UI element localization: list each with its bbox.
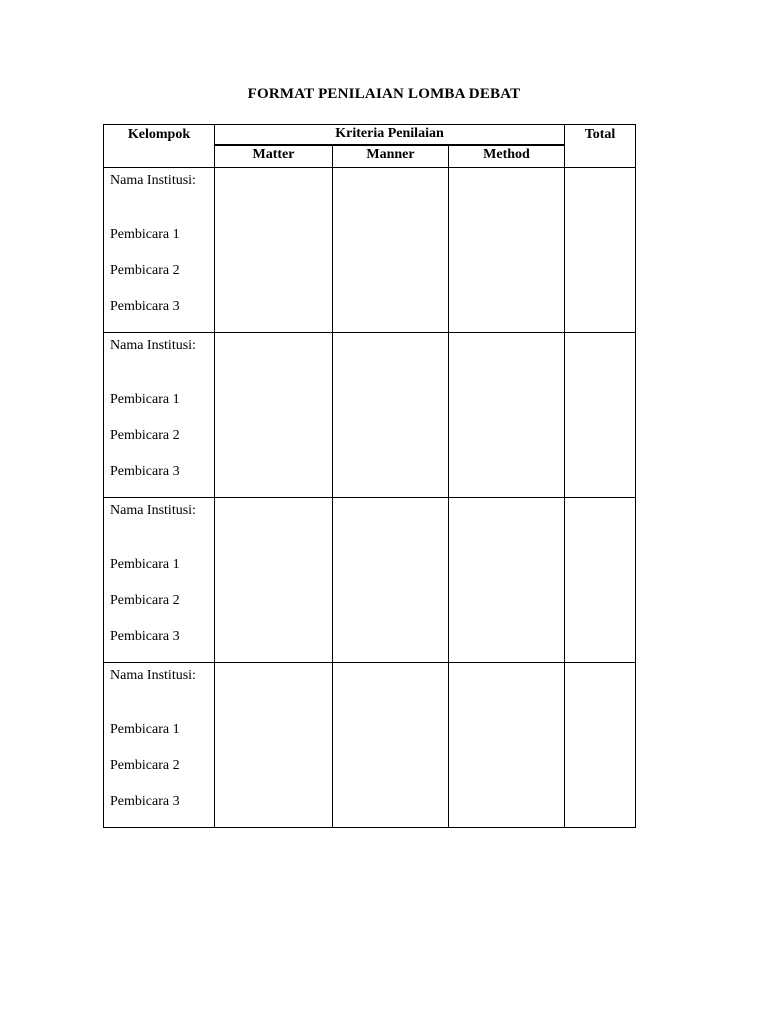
speaker-label: Pembicara 3 — [110, 629, 180, 644]
header-matter: Matter — [215, 145, 333, 168]
table-row — [104, 498, 636, 663]
table-row — [104, 663, 636, 828]
speaker-label: Pembicara 3 — [110, 794, 180, 809]
speaker-label: Pembicara 1 — [110, 392, 180, 407]
header-manner: Manner — [333, 145, 449, 168]
group-cell — [104, 168, 215, 333]
group-cell — [104, 663, 215, 828]
manner-score-cell[interactable] — [333, 498, 449, 663]
speaker-label: Pembicara 1 — [110, 227, 180, 242]
matter-score-cell[interactable] — [215, 498, 333, 663]
header-kelompok: Kelompok — [104, 125, 215, 168]
institution-label: Nama Institusi: — [110, 503, 196, 518]
page-title: FORMAT PENILAIAN LOMBA DEBAT — [247, 86, 521, 102]
header-kriteria-penilaian: Kriteria Penilaian — [215, 125, 565, 146]
group-cell — [104, 498, 215, 663]
speaker-label: Pembicara 2 — [110, 263, 180, 278]
total-score-cell[interactable] — [565, 498, 636, 663]
scoring-table — [103, 124, 636, 828]
matter-score-cell[interactable] — [215, 663, 333, 828]
speaker-label: Pembicara 3 — [110, 464, 180, 479]
method-score-cell[interactable] — [449, 498, 565, 663]
institution-label: Nama Institusi: — [110, 173, 196, 188]
speaker-label: Pembicara 2 — [110, 758, 180, 773]
total-score-cell[interactable] — [565, 168, 636, 333]
speaker-label: Pembicara 2 — [110, 593, 180, 608]
method-score-cell[interactable] — [449, 168, 565, 333]
table-row — [104, 333, 636, 498]
institution-label: Nama Institusi: — [110, 338, 196, 353]
speaker-label: Pembicara 1 — [110, 722, 180, 737]
header-method: Method — [449, 145, 565, 168]
speaker-label: Pembicara 1 — [110, 557, 180, 572]
manner-score-cell[interactable] — [333, 333, 449, 498]
speaker-label: Pembicara 3 — [110, 299, 180, 314]
matter-score-cell[interactable] — [215, 168, 333, 333]
method-score-cell[interactable] — [449, 663, 565, 828]
header-total: Total — [565, 125, 636, 168]
speaker-label: Pembicara 2 — [110, 428, 180, 443]
total-score-cell[interactable] — [565, 333, 636, 498]
total-score-cell[interactable] — [565, 663, 636, 828]
method-score-cell[interactable] — [449, 333, 565, 498]
manner-score-cell[interactable] — [333, 663, 449, 828]
manner-score-cell[interactable] — [333, 168, 449, 333]
table-row — [104, 168, 636, 333]
group-cell — [104, 333, 215, 498]
matter-score-cell[interactable] — [215, 333, 333, 498]
institution-label: Nama Institusi: — [110, 668, 196, 683]
